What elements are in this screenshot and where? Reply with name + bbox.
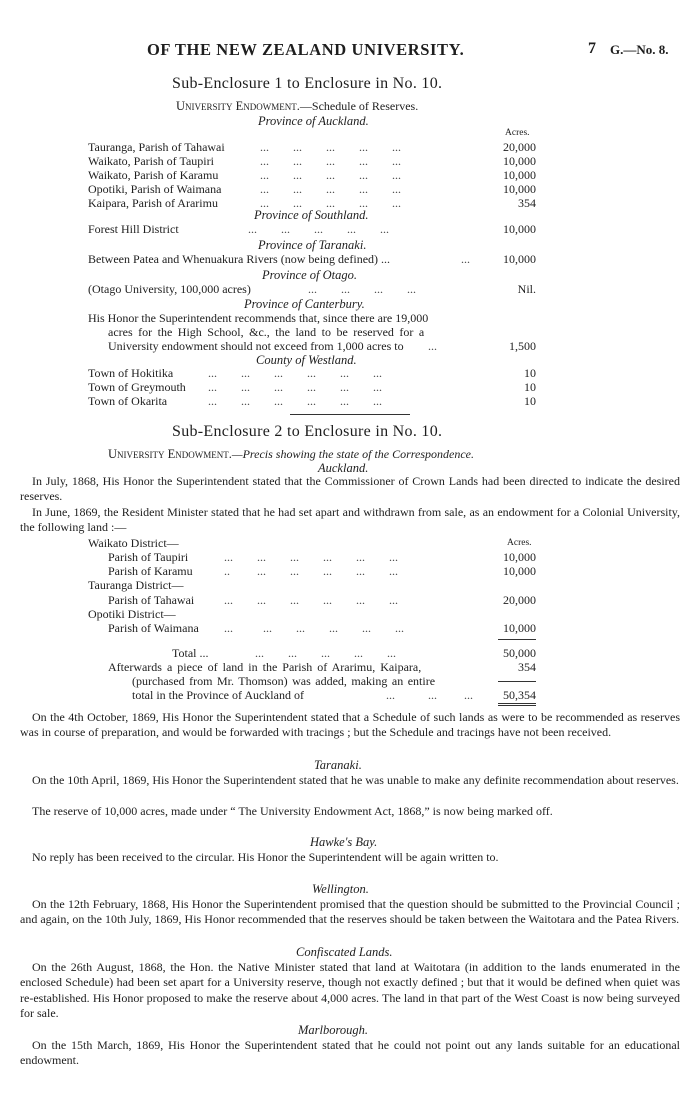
list-item: Town of Hokitika ... ... ... ... ... ... 10 xyxy=(88,366,536,380)
list-item: (Otago University, 100,000 acres) ... ... ... ... Nil. xyxy=(88,282,536,296)
subtitle-rest: —Schedule of Reserves. xyxy=(299,99,419,113)
auckland-heading: Auckland. xyxy=(318,461,369,475)
paragraph: In June, 1869, the Resident Minister stated that he had set apart and withdrawn from sale, as an endowment for a Colonial University, the following land :— xyxy=(20,505,680,535)
list-item: Town of Okarita ... ... ... ... ... ... 10 xyxy=(88,394,536,408)
total-row: Total ... ... ... ... ... ... 50,000 xyxy=(172,646,536,660)
paragraph: On the 26th August, 1868, the Hon. the Native Minister stated that land at Waitotara (in addition to the lands enumerated in the enclosed Schedule) had been set apart for a University reserve, though not exactly defined ; but that it would be defined when quiet was re-established. His Honor proposed to make the reserve about 4,000 acres. The land in that part of the West Coast is now being surveyed for sale. xyxy=(20,960,680,1020)
waikato-district-label: Waikato District— xyxy=(88,536,179,550)
paragraph: On the 15th March, 1869, His Honor the Superintendent stated that he could not point out any lands suitable for an educational endowment. xyxy=(20,1038,680,1068)
paragraph: On the 4th October, 1869, His Honor the Superintendent stated that a Schedule of such lands as were to be recommended as reserves was in course of preparation, and would be forwarded with tracings ; but the Schedule and tracings have not been received. xyxy=(20,710,680,740)
afterwards-line-1: Afterwards a piece of land in the Parish of Ararimu, Kaipara, xyxy=(108,660,422,674)
list-item: Parish of Waimana ... ... ... ... ... ... 10,000 xyxy=(108,621,536,635)
list-item: Kaipara, Parish of Ararimu ... ... ... ... ... 354 xyxy=(88,196,536,210)
double-rule-bottom xyxy=(498,705,536,706)
page-number: 7 xyxy=(588,40,596,57)
sub-enclosure-2-heading: Sub-Enclosure 2 to Enclosure in No. 10. xyxy=(172,423,443,440)
list-item: Waikato, Parish of Karamu ... ... ... ... ... 10,000 xyxy=(88,168,536,182)
subtitle-smallcaps: University Endowment. xyxy=(108,447,232,461)
document-reference: G.—No. 8. xyxy=(610,42,669,57)
marlborough-heading: Marlborough. xyxy=(298,1023,369,1037)
subtitle-smallcaps: University Endowment. xyxy=(176,99,300,113)
list-item: Between Patea and Whenuakura Rivers (now being defined) ... ... 10,000 xyxy=(88,252,536,266)
hawkes-bay-heading: Hawke's Bay. xyxy=(310,835,378,849)
canterbury-line-1: His Honor the Superintendent recommends that, since there are 19,000 xyxy=(88,311,429,325)
sub-enclosure-1-subtitle xyxy=(176,97,418,115)
province-taranaki-heading: Province of Taranaki. xyxy=(258,238,367,252)
afterwards-value: 354 xyxy=(518,660,536,674)
afterwards-line-2: (purchased from Mr. Thomson) was added, making an entire xyxy=(132,674,436,688)
running-title: OF THE NEW ZEALAND UNIVERSITY. xyxy=(147,40,465,59)
province-southland-heading: Province of Southland. xyxy=(254,208,369,222)
tauranga-district-label: Tauranga District— xyxy=(88,578,184,592)
sub-enclosure-1-heading: Sub-Enclosure 1 to Enclosure in No. 10. xyxy=(172,75,443,92)
province-otago-heading: Province of Otago. xyxy=(262,268,358,282)
list-item: Forest Hill District ... ... ... ... ... 10,000 xyxy=(88,222,536,236)
grand-total-row: total in the Province of Auckland of ... ... ... 50,354 xyxy=(132,688,536,702)
paragraph: In July, 1868, His Honor the Superintendent stated that the Commissioner of Crown Lands had been directed to indicate the desired reserves. xyxy=(20,474,680,504)
acres-header: Acres. xyxy=(505,128,530,138)
opotiki-district-label: Opotiki District— xyxy=(88,607,176,621)
list-item: Waikato, Parish of Taupiri ... ... ... ... ... 10,000 xyxy=(88,154,536,168)
list-item: Opotiki, Parish of Waimana ... ... ... ... ... 10,000 xyxy=(88,182,536,196)
list-item: Town of Greymouth ... ... ... ... ... ... 10 xyxy=(88,380,536,394)
section-divider xyxy=(290,414,410,415)
double-rule-top xyxy=(498,703,536,704)
confiscated-lands-heading: Confiscated Lands. xyxy=(296,945,393,959)
sum-rule xyxy=(498,639,536,640)
paragraph: The reserve of 10,000 acres, made under “ The University Endowment Act, 1868,” is now being marked off. xyxy=(32,804,553,818)
list-item: Tauranga, Parish of Tahawai ... ... ... ... ... 20,000 xyxy=(88,140,536,154)
sum-rule xyxy=(498,681,536,682)
taranaki-heading: Taranaki. xyxy=(314,758,362,772)
acres-header: Acres. xyxy=(507,538,532,548)
list-item: Parish of Karamu .. ... ... ... ... ... 10,000 xyxy=(108,564,536,578)
province-auckland-heading: Province of Auckland. xyxy=(258,114,369,128)
list-item: University endowment should not exceed from 1,000 acres to ... 1,500 xyxy=(108,339,536,353)
sub-enclosure-2-subtitle xyxy=(108,445,474,463)
canterbury-line-2: acres for the High School, &c., the land to be reserved for a xyxy=(108,325,425,339)
list-item: Parish of Taupiri ... ... ... ... ... ... 10,000 xyxy=(108,550,536,564)
paragraph: On the 10th April, 1869, His Honor the Superintendent stated that he was unable to make any definite recommendation about reserves. xyxy=(32,773,679,787)
paragraph: No reply has been received to the circular. His Honor the Superintendent will be again written to. xyxy=(32,850,499,864)
province-canterbury-heading: Province of Canterbury. xyxy=(244,297,365,311)
paragraph: On the 12th February, 1868, His Honor the Superintendent promised that the question should be submitted to the Provincial Council ; and again, on the 10th July, 1869, His Honor recommended that the reserves should be taken between the Waitotara and the Patea Rivers. xyxy=(20,897,680,927)
county-westland-heading: County of Westland. xyxy=(256,353,357,367)
wellington-heading: Wellington. xyxy=(312,882,369,896)
subtitle-rest: —Precis showing the state of the Correspondence. xyxy=(231,447,474,461)
list-item: Parish of Tahawai ... ... ... ... ... ... 20,000 xyxy=(108,593,536,607)
